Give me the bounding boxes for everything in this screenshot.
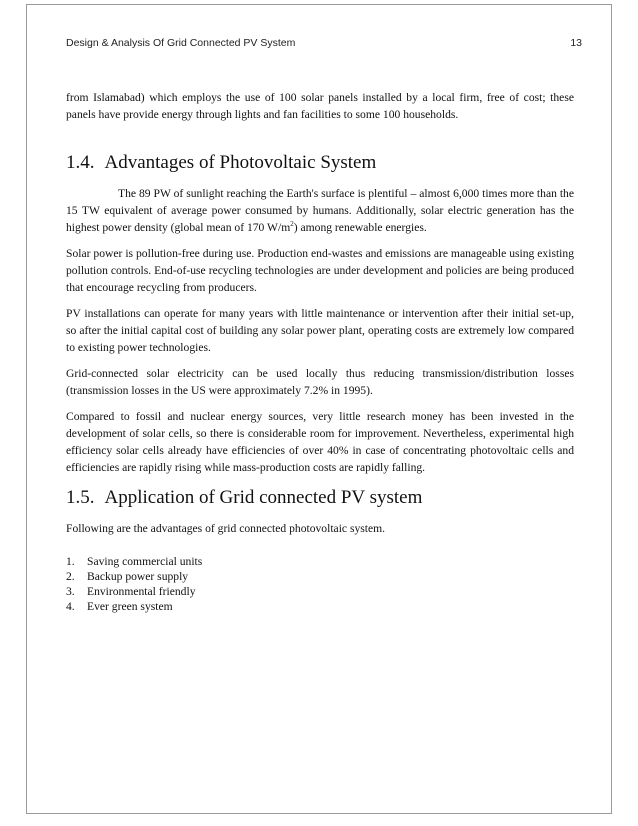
section-heading-application	[66, 486, 574, 510]
superscript: 2	[290, 220, 294, 229]
section-title: Application of Grid connected PV system	[104, 487, 423, 508]
list-text: Environmental friendly	[87, 585, 196, 598]
list-text: Saving commercial units	[87, 555, 203, 568]
page-content	[66, 89, 574, 614]
intro-paragraph: from Islamabad) which employs the use of 100 solar panels installed by a local firm, free of cost; these panels have provide energy through lights and fan facilities to some 100 households.	[66, 91, 574, 121]
list-number: 3.	[66, 585, 75, 598]
application-intro: Following are the advantages of grid connected photovoltaic system.	[66, 522, 386, 535]
section-heading-advantages	[66, 151, 574, 175]
list-text: Ever green system	[87, 600, 173, 613]
header-title: Design & Analysis Of Grid Connected PV System	[66, 37, 296, 49]
list-item	[66, 554, 574, 569]
list-item	[66, 569, 574, 584]
paragraph-text: The 89 PW of sunlight reaching the Earth's surface is plentiful – almost 6,000 times more than the 15 TW equivalent of average power consumed by humans. Additionally, solar electric generation has the highest power density (global mean of 170 W/m	[66, 187, 574, 234]
list-text: Backup power supply	[87, 570, 189, 583]
list-item	[66, 584, 574, 599]
paragraph-sunlight	[66, 185, 574, 236]
paragraph-text-end: ) among renewable energies.	[293, 221, 427, 234]
advantages-list	[66, 554, 574, 614]
section-title: Advantages of Photovoltaic System	[104, 152, 377, 173]
list-item	[66, 599, 574, 614]
list-number: 4.	[66, 600, 75, 613]
section-number: 1.5.	[66, 487, 95, 508]
paragraph-research: Compared to fossil and nuclear energy sources, very little research money has been invested in the development of solar cells, so there is considerable room for improvement. Nevertheless, experimental high efficiency solar cells already have efficiencies of over 40% in case of concentrating photovoltaic cells and efficiencies are rapidly rising while mass-production costs are rapidly falling.	[66, 410, 574, 474]
list-number: 1.	[66, 555, 75, 568]
list-number: 2.	[66, 570, 75, 583]
paragraph-pollution: Solar power is pollution-free during use. Production end-wastes and emissions are manageable using existing pollution controls. End-of-use recycling technologies are under development and policies are being produced that encourage recycling from producers.	[66, 247, 574, 294]
page-number: 13	[570, 37, 582, 49]
paragraph-maintenance: PV installations can operate for many years with little maintenance or intervention after their initial set-up, so after the initial capital cost of building any solar power plant, operating costs are extremely low compared to existing power technologies.	[66, 307, 574, 354]
section-number: 1.4.	[66, 152, 95, 173]
page-header	[66, 37, 582, 53]
paragraph-grid-connected: Grid-connected solar electricity can be used locally thus reducing transmission/distribution losses (transmission losses in the US were approximately 7.2% in 1995).	[66, 367, 574, 397]
